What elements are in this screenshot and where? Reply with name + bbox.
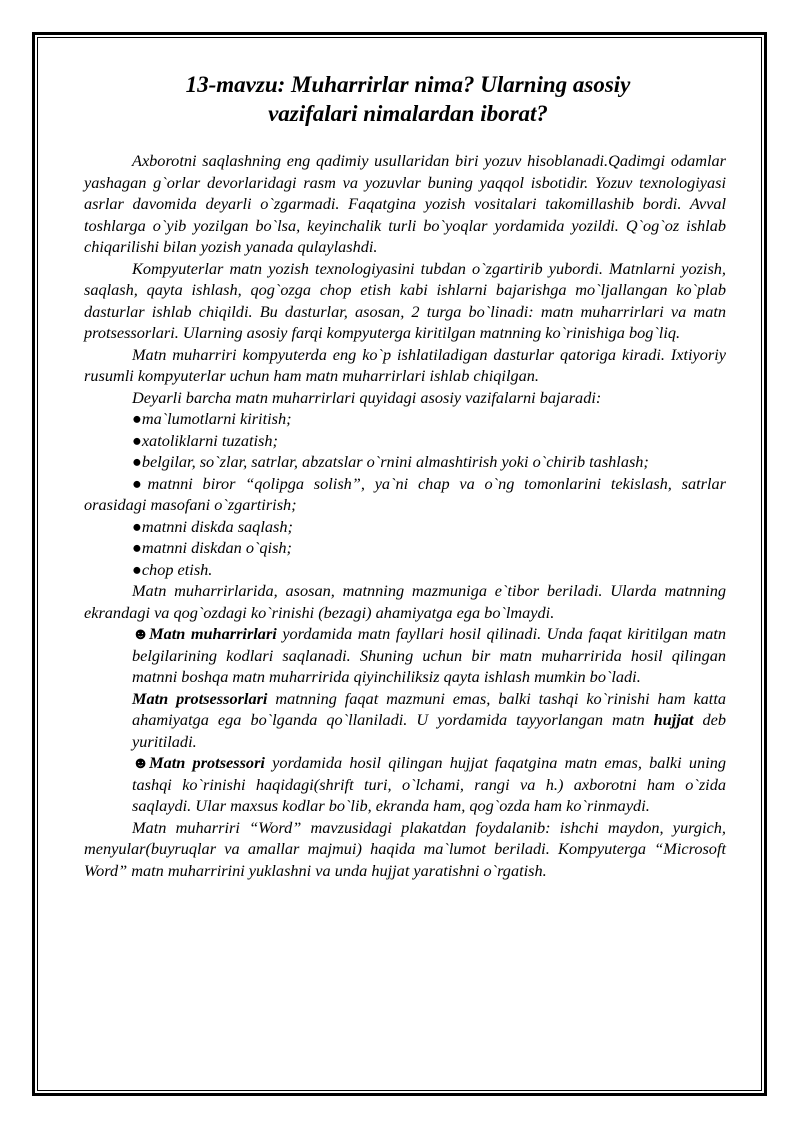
term-matn-muharrirlari: ☻Matn muharrirlari	[132, 624, 277, 643]
bullet-item: ●belgilar, so`zlar, satrlar, abzatslar o`rnini almashtirish yoki o`chirib tashlash;	[132, 452, 649, 471]
paragraph-3: Matn muharriri kompyuterda eng ko`p ishlatiladigan dasturlar qatoriga kiradi. Ixtiyoriy rusumli kompyuterlar uchun ham matn muharrirlari ishlab chiqilgan.	[84, 344, 726, 385]
bullet-item: ●chop etish.	[132, 559, 213, 579]
paragraph-8-text: yordamida hosil qilingan hujjat faqatgina matn emas, balki uning tashqi ko`rinishi haqidagi(shrift turi, o`lchami, rangi va h.) axborotni ham o`zida saqlaydi. Ular maxsus kodlar bo`lib, ekranda ham, qog`ozda ham ko`rinmaydi.	[132, 753, 726, 815]
bullet-item: ●ma`lumotlarni kiritish;	[132, 409, 292, 428]
bullet-item: ●matnni diskda saqlash;	[132, 516, 293, 536]
paragraph-7	[84, 688, 726, 753]
title-line-2: vazifalari nimalardan iborat?	[268, 101, 548, 126]
term-matn-protsessorlari: Matn protsessorlari	[132, 688, 268, 708]
paragraph-6-text: yordamida matn fayllari hosil qilinadi. Unda faqat kiritilgan matn belgilarining kodlari saqlanadi. Shuning uchun bir matn muharririda hosil qilingan matnni boshqa matn muharririda qiyinchiliksiz qayta ishlash mumkin bo`ladi.	[132, 624, 727, 686]
paragraph-1: Axborotni saqlashning eng qadimiy usullaridan biri yozuv hisoblanadi.Qadimgi odamlar yashagan g`orlar devorlaridagi rasm va yozuvlar buning yaqqol isbotidir. Yozuv texnologiyasi asrlar davomida deyarli o`zgarmadi. Faqatgina yozish vositalari takomillashib bordi. Avval toshlarga o`yib yozilgan bo`lsa, keyinchalik turli bo`yoqlar yordamida yozildi. Q`og`oz ishlab chiqarilishi bilan yozish yanada qulaylashdi.	[84, 151, 726, 256]
bullet-item: ●matnni diskdan o`qish;	[132, 538, 292, 557]
paragraph-4: Deyarli barcha matn muharrirlari quyidagi asosiy vazifalarni bajaradi:	[132, 387, 602, 407]
document-body	[84, 70, 726, 881]
term-matn-protsessori: ☻Matn protsessori	[132, 753, 265, 772]
paragraph-6	[84, 623, 726, 688]
paragraph-5: Matn muharrirlarida, asosan, matnning mazmuniga e`tibor beriladi. Ularda matnning ekrandagi va qog`ozdagi ko`rinishi (bezagi) ahamiyatga ega bo`lmaydi.	[84, 581, 726, 622]
bullet-item: ●matnni biror “qolipga solish”, ya`ni chap va o`ng tomonlarini tekislash, satrlar orasidagi masofani o`zgartirish;	[84, 473, 726, 514]
paragraph-2: Kompyuterlar matn yozish texnologiyasini tubdan o`zgartirib yubordi. Matnlarni yozish, saqlash, qayta ishlash, qog`ozga chop etish kabi ishlarni bajarishga mo`ljallangan ko`plab dasturlar ishlab chiqildi. Bu dasturlar, asosan, 2 turga bo`linadi: matn muharrirlari va matn protsessorlari. Ularning asosiy farqi kompyuterga kiritilgan matnning ko`rinishiga bog`liq.	[84, 258, 726, 342]
bullet-item: ●xatoliklarni tuzatish;	[132, 430, 278, 450]
title-line-1: 13-mavzu: Muharrirlar nima? Ularning asosiy	[185, 72, 631, 97]
paragraph-7-end: deb yuritiladi.	[132, 710, 726, 751]
term-hujjat: hujjat	[653, 710, 694, 729]
document-title	[84, 70, 726, 128]
paragraph-8	[84, 752, 726, 817]
paragraph-7-text: matnning faqat mazmuni emas, balki tashqi ko`rinishi ham katta ahamiyatga ega bo`lganda qo`llaniladi. U yordamida tayyorlangan matn	[132, 688, 726, 729]
paragraph-9: Matn muharriri “Word” mavzusidagi plakatdan foydalanib: ishchi maydon, yurgich, menyular(buyruqlar va amallar majmui) haqida ma`lumot beriladi. Kompyuterga “Microsoft Word” matn muharririni yuklashni va unda hujjat yaratishni o`rgatish.	[84, 817, 726, 880]
